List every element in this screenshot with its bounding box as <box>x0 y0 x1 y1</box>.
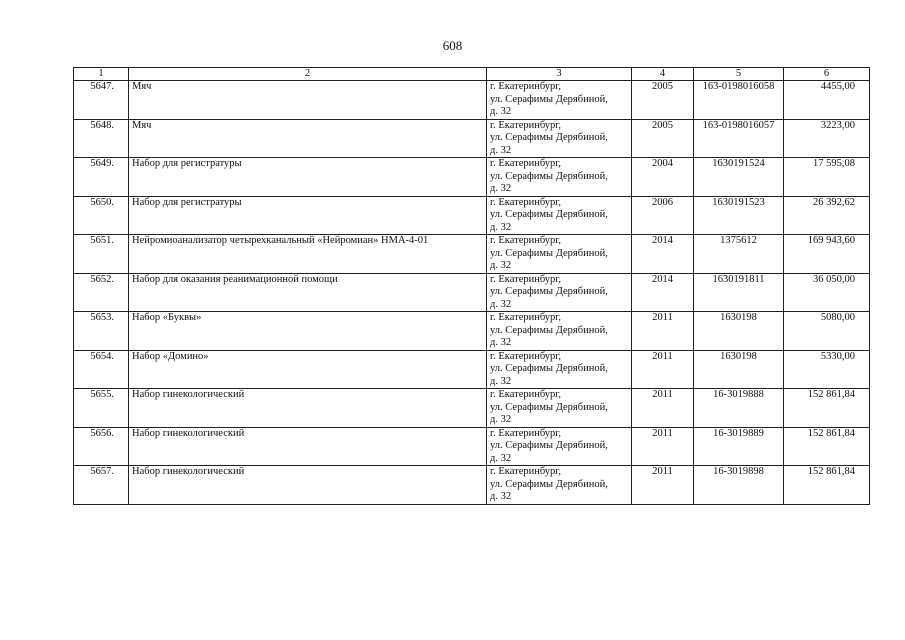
header-col-6: 6 <box>784 68 870 81</box>
item-address <box>487 312 632 351</box>
address-line: д. 32 <box>490 260 512 271</box>
address-line: г. Екатеринбург, <box>490 466 562 477</box>
address-line: ул. Серафимы Дерябиной, <box>490 478 608 490</box>
table-row <box>74 427 870 466</box>
inventory-number: 1630198 <box>694 350 784 389</box>
inventory-number: 1630191523 <box>694 196 784 235</box>
item-cost: 26 392,62 <box>784 196 870 235</box>
item-address <box>487 119 632 158</box>
row-number: 5652. <box>74 273 129 312</box>
address-line: г. Екатеринбург, <box>490 273 562 285</box>
address-line: д. 32 <box>490 491 512 502</box>
item-name: Набор гинекологический <box>129 389 487 428</box>
item-address <box>487 81 632 120</box>
item-name: Мяч <box>129 81 487 120</box>
header-col-2: 2 <box>129 68 487 81</box>
address-line: д. 32 <box>490 414 512 425</box>
item-address <box>487 196 632 235</box>
address-line: г. Екатеринбург, <box>490 389 562 400</box>
page-number: 608 <box>442 38 463 53</box>
row-number: 5657. <box>74 466 129 505</box>
property-table <box>73 67 870 505</box>
address-line: г. Екатеринбург, <box>490 196 562 208</box>
item-year: 2006 <box>632 196 694 235</box>
address-line: д. 32 <box>490 183 512 194</box>
header-col-5: 5 <box>694 68 784 81</box>
item-name: Набор «Домино» <box>129 350 487 389</box>
address-line: г. Екатеринбург, <box>490 235 562 246</box>
item-name: Набор гинекологический <box>129 427 487 466</box>
item-cost: 3223,00 <box>784 119 870 158</box>
table-row <box>74 196 870 235</box>
item-year: 2011 <box>632 427 694 466</box>
item-address <box>487 427 632 466</box>
item-year: 2011 <box>632 466 694 505</box>
inventory-number: 163-0198016058 <box>694 81 784 120</box>
item-cost: 4455,00 <box>784 81 870 120</box>
address-line: ул. Серафимы Дерябиной, <box>490 132 608 143</box>
item-cost: 152 861,84 <box>784 466 870 505</box>
item-cost: 17 595,08 <box>784 158 870 197</box>
row-number: 5651. <box>74 235 129 274</box>
header-col-4: 4 <box>632 68 694 81</box>
item-year: 2005 <box>632 81 694 120</box>
header-col-3: 3 <box>487 68 632 81</box>
table-row <box>74 466 870 505</box>
item-cost: 169 943,60 <box>784 235 870 274</box>
address-line: ул. Серафимы Дерябиной, <box>490 401 608 413</box>
item-name: Набор для оказания реанимационной помощи <box>129 273 487 312</box>
item-address <box>487 158 632 197</box>
address-line: д. 32 <box>490 452 512 464</box>
table-row <box>74 389 870 428</box>
row-number: 5649. <box>74 158 129 197</box>
row-number: 5656. <box>74 427 129 466</box>
table-row <box>74 350 870 389</box>
item-name: Набор гинекологический <box>129 466 487 505</box>
address-line: ул. Серафимы Дерябиной, <box>490 363 608 374</box>
inventory-number: 1630198 <box>694 312 784 351</box>
address-line: г. Екатеринбург, <box>490 81 562 92</box>
row-number: 5650. <box>74 196 129 235</box>
table-row <box>74 273 870 312</box>
address-line: д. 32 <box>490 298 512 310</box>
item-address <box>487 466 632 505</box>
item-year: 2011 <box>632 312 694 351</box>
address-line: г. Екатеринбург, <box>490 350 562 362</box>
address-line: ул. Серафимы Дерябиной, <box>490 286 608 297</box>
row-number: 5648. <box>74 119 129 158</box>
item-name: Набор для регистратуры <box>129 158 487 197</box>
item-cost: 152 861,84 <box>784 389 870 428</box>
address-line: ул. Серафимы Дерябиной, <box>490 209 608 220</box>
item-address <box>487 350 632 389</box>
item-year: 2011 <box>632 350 694 389</box>
item-cost: 5080,00 <box>784 312 870 351</box>
address-line: г. Екатеринбург, <box>490 119 562 131</box>
item-name: Мяч <box>129 119 487 158</box>
address-line: д. 32 <box>490 106 512 117</box>
item-cost: 152 861,84 <box>784 427 870 466</box>
table-row <box>74 235 870 274</box>
item-address <box>487 235 632 274</box>
item-year: 2014 <box>632 273 694 312</box>
address-line: ул. Серафимы Дерябиной, <box>490 324 608 336</box>
address-line: д. 32 <box>490 337 512 348</box>
address-line: ул. Серафимы Дерябиной, <box>490 247 608 259</box>
address-line: д. 32 <box>490 144 512 156</box>
row-number: 5654. <box>74 350 129 389</box>
item-year: 2005 <box>632 119 694 158</box>
item-name: Набор «Буквы» <box>129 312 487 351</box>
table-row <box>74 312 870 351</box>
inventory-number: 16-3019889 <box>694 427 784 466</box>
inventory-number: 163-0198016057 <box>694 119 784 158</box>
item-name: Нейромиоанализатор четырехканальный «Нейромиан» НМА-4-01 <box>129 235 487 274</box>
table-row <box>74 119 870 158</box>
table-row <box>74 81 870 120</box>
header-col-1: 1 <box>74 68 129 81</box>
inventory-number: 1630191524 <box>694 158 784 197</box>
inventory-number: 1375612 <box>694 235 784 274</box>
table-row <box>74 158 870 197</box>
item-year: 2011 <box>632 389 694 428</box>
address-line: ул. Серафимы Дерябиной, <box>490 170 608 182</box>
item-cost: 36 050,00 <box>784 273 870 312</box>
inventory-number: 1630191811 <box>694 273 784 312</box>
item-year: 2004 <box>632 158 694 197</box>
inventory-number: 16-3019898 <box>694 466 784 505</box>
row-number: 5647. <box>74 81 129 120</box>
address-line: г. Екатеринбург, <box>490 427 562 439</box>
item-cost: 5330,00 <box>784 350 870 389</box>
row-number: 5653. <box>74 312 129 351</box>
table-header-row <box>74 68 870 81</box>
address-line: ул. Серафимы Дерябиной, <box>490 93 608 105</box>
address-line: д. 32 <box>490 221 512 233</box>
item-address <box>487 273 632 312</box>
row-number: 5655. <box>74 389 129 428</box>
item-year: 2014 <box>632 235 694 274</box>
address-line: ул. Серафимы Дерябиной, <box>490 440 608 451</box>
address-line: д. 32 <box>490 375 512 387</box>
inventory-number: 16-3019888 <box>694 389 784 428</box>
item-address <box>487 389 632 428</box>
address-line: г. Екатеринбург, <box>490 312 562 323</box>
item-name: Набор для регистратуры <box>129 196 487 235</box>
address-line: г. Екатеринбург, <box>490 158 562 169</box>
